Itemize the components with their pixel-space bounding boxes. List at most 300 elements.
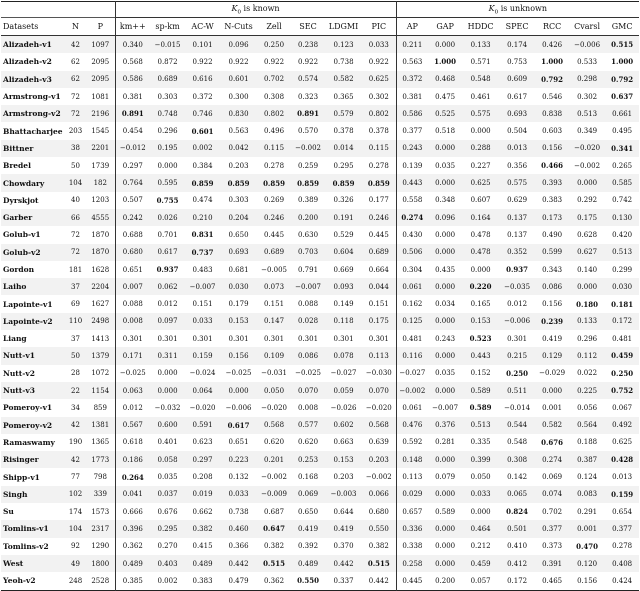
dataset-name: Yeoh-v2 (3, 576, 36, 586)
score-cell: 0.791 (298, 265, 319, 274)
score-cell: 0.301 (157, 334, 178, 343)
column-header: HDDC (462, 18, 499, 36)
score-cell: 0.609 (507, 75, 528, 84)
table-row (1, 278, 639, 295)
score-cell: 0.246 (368, 213, 389, 222)
score-cell: 0.301 (333, 334, 354, 343)
score-cell: 0.164 (470, 213, 491, 222)
score-cell: 0.478 (470, 248, 491, 257)
column-header: km++ (115, 18, 150, 36)
score-cell: 0.802 (264, 109, 285, 118)
table-row (1, 71, 639, 88)
score-cell: 0.352 (507, 248, 528, 257)
score-cell: 0.301 (192, 334, 213, 343)
score-cell: 0.420 (612, 230, 633, 239)
dataset-name: Su (3, 507, 14, 517)
dataset-n: 50 (71, 351, 80, 360)
score-cell: 0.030 (228, 282, 249, 291)
score-cell: 0.030 (612, 282, 633, 291)
score-cell: 0.511 (507, 386, 528, 395)
score-cell: 0.383 (192, 576, 213, 585)
score-cell: −0.025 (225, 369, 252, 378)
score-cell: 0.802 (368, 109, 389, 118)
score-cell: 0.689 (264, 248, 285, 257)
score-cell: 0.424 (612, 576, 633, 585)
score-cell: 0.701 (157, 230, 178, 239)
score-cell: 0.738 (228, 507, 249, 516)
score-cell: 0.278 (368, 161, 389, 170)
score-cell: 0.291 (577, 507, 598, 516)
dataset-n: 104 (68, 524, 83, 533)
score-cell: 0.702 (542, 507, 563, 516)
score-cell: 0.298 (577, 75, 598, 84)
score-cell: 0.348 (435, 196, 456, 205)
score-cell: 0.764 (115, 174, 150, 191)
score-cell: 0.300 (228, 92, 249, 101)
score-cell: 0.002 (157, 576, 178, 585)
score-cell: 0.246 (264, 213, 285, 222)
score-cell: 0.000 (435, 40, 456, 49)
score-cell: 0.083 (577, 490, 598, 499)
dataset-p: 1290 (91, 542, 110, 551)
dataset-name: Armstrong-v2 (3, 109, 61, 119)
dataset-n: 62 (71, 57, 80, 66)
column-header: N-Cuts (220, 18, 257, 36)
dataset-n: 181 (68, 265, 83, 274)
score-cell: 0.479 (228, 576, 249, 585)
table-row (1, 417, 639, 434)
dataset-name: Armstrong-v1 (3, 92, 61, 102)
score-cell: 0.419 (542, 334, 563, 343)
score-cell: 0.669 (333, 265, 354, 274)
score-cell: 0.159 (611, 489, 634, 499)
score-cell: 0.007 (115, 278, 150, 295)
score-cell: 0.000 (435, 386, 456, 395)
table-row (1, 572, 639, 590)
score-cell: 0.215 (507, 351, 528, 360)
dataset-p: 1365 (91, 438, 110, 447)
score-cell: 0.372 (192, 92, 213, 101)
score-cell: 0.515 (263, 559, 285, 569)
score-cell: 0.518 (435, 127, 456, 136)
score-cell: 0.057 (470, 576, 491, 585)
column-header: N (65, 18, 86, 36)
score-cell: 0.548 (507, 438, 528, 447)
column-header: sp-km (150, 18, 185, 36)
score-cell: 0.922 (368, 57, 389, 66)
dataset-name: Bittner (3, 143, 34, 153)
score-cell: 0.088 (115, 295, 150, 312)
dataset-name: Lapointe-v2 (3, 316, 53, 326)
score-cell: 0.647 (263, 524, 285, 534)
score-cell: 0.607 (470, 196, 491, 205)
score-cell: 0.742 (612, 196, 633, 205)
score-cell: 0.243 (435, 334, 456, 343)
score-cell: −0.005 (261, 265, 287, 274)
score-cell: 0.156 (228, 351, 249, 360)
score-cell: −0.029 (539, 369, 566, 378)
table-row (1, 347, 639, 364)
score-cell: −0.031 (261, 369, 287, 378)
score-cell: 0.461 (470, 92, 491, 101)
score-cell: 0.113 (396, 468, 428, 485)
dataset-p: 1203 (91, 196, 110, 205)
score-cell: 0.153 (228, 317, 249, 326)
score-cell: 0.302 (368, 92, 389, 101)
table-row (1, 382, 639, 399)
score-cell: 0.250 (506, 368, 529, 378)
score-cell: 0.033 (192, 317, 213, 326)
score-cell: 0.050 (264, 386, 285, 395)
score-cell: 0.664 (368, 265, 389, 274)
score-cell: 0.515 (367, 559, 390, 569)
score-cell: 0.012 (507, 300, 528, 309)
score-cell: 0.153 (470, 317, 491, 326)
score-cell: 0.223 (228, 455, 249, 464)
score-cell: 0.227 (470, 161, 491, 170)
score-cell: 0.445 (368, 230, 389, 239)
score-cell: 0.035 (157, 473, 178, 482)
score-cell: −0.030 (365, 369, 392, 378)
score-cell: 0.571 (470, 57, 491, 66)
table-row (1, 209, 639, 226)
dataset-n: 190 (68, 438, 83, 447)
table-row (1, 261, 639, 278)
score-cell: 0.589 (469, 403, 492, 413)
dataset-n: 28 (71, 369, 80, 378)
dataset-p: 182 (93, 179, 107, 188)
score-cell: 0.391 (542, 559, 563, 568)
score-cell: 0.115 (264, 144, 285, 153)
score-cell: 0.097 (157, 317, 178, 326)
score-cell: 0.156 (542, 300, 563, 309)
score-cell: −0.025 (295, 369, 321, 378)
score-cell: 0.752 (611, 386, 634, 396)
score-cell: 0.165 (470, 300, 491, 309)
score-cell: 0.225 (577, 386, 598, 395)
score-cell: 0.033 (368, 40, 389, 49)
score-cell: 0.037 (157, 490, 178, 499)
score-cell: 0.824 (506, 507, 529, 517)
score-cell: 0.513 (577, 109, 598, 118)
column-header: GMC (605, 18, 639, 36)
score-cell: 0.000 (435, 524, 456, 533)
score-cell: 0.149 (333, 300, 354, 309)
score-cell: −0.015 (154, 40, 181, 49)
dataset-name: Tomlins-v2 (3, 541, 49, 551)
dataset-name: Liang (3, 334, 27, 344)
dataset-n: 72 (71, 230, 80, 239)
score-cell: 0.586 (115, 71, 150, 88)
score-cell: 0.792 (611, 74, 634, 84)
score-cell: 0.442 (228, 559, 249, 568)
score-cell: 0.033 (228, 490, 249, 499)
score-cell: 0.625 (612, 438, 633, 447)
dataset-p: 1413 (91, 334, 110, 343)
score-cell: 0.203 (333, 473, 354, 482)
score-cell: 0.630 (298, 230, 319, 239)
score-cell: 0.838 (542, 109, 563, 118)
dataset-name: Golub-v2 (3, 247, 41, 257)
dataset-n: 37 (71, 282, 80, 291)
score-cell: 0.415 (192, 542, 213, 551)
table-row (1, 503, 639, 520)
score-cell: 0.001 (577, 524, 598, 533)
score-cell: 0.525 (435, 109, 456, 118)
score-cell: 0.389 (298, 196, 319, 205)
score-cell: 0.088 (298, 300, 319, 309)
dataset-name: Laiho (3, 282, 27, 292)
score-cell: 0.859 (263, 178, 285, 188)
table-row (1, 468, 639, 485)
score-cell: 0.654 (612, 507, 633, 516)
score-cell: 0.296 (157, 127, 178, 136)
score-cell: 0.058 (157, 455, 178, 464)
score-cell: 0.101 (192, 40, 213, 49)
score-cell: 0.179 (228, 300, 249, 309)
score-cell: 0.657 (396, 503, 428, 520)
score-cell: 0.430 (396, 226, 428, 243)
dataset-n: 248 (68, 576, 83, 585)
dataset-n: 110 (68, 317, 83, 326)
dataset-p: 2196 (91, 109, 110, 118)
score-cell: 0.481 (396, 330, 428, 347)
score-cell: 0.129 (542, 351, 563, 360)
score-cell: 0.676 (157, 507, 178, 516)
score-cell: 1.000 (541, 57, 564, 67)
score-cell: 0.381 (396, 88, 428, 105)
dataset-name: Pomeroy-v1 (3, 403, 53, 413)
score-cell: 0.295 (333, 161, 354, 170)
score-cell: 0.378 (333, 127, 354, 136)
score-cell: 0.201 (264, 455, 285, 464)
score-cell: 0.601 (228, 75, 249, 84)
dataset-p: 2095 (91, 75, 110, 84)
score-cell: 0.139 (396, 157, 428, 174)
score-cell: 0.270 (157, 542, 178, 551)
dataset-n: 42 (71, 40, 80, 49)
score-cell: 0.069 (542, 473, 563, 482)
score-cell: 0.109 (264, 351, 285, 360)
dataset-p: 1800 (91, 559, 110, 568)
dataset-p: 1072 (91, 369, 110, 378)
score-cell: 0.544 (507, 421, 528, 430)
score-cell: 0.575 (470, 109, 491, 118)
table-row (1, 226, 639, 243)
score-cell: 0.492 (612, 421, 633, 430)
score-cell: 0.029 (396, 486, 428, 503)
dataset-n: 50 (71, 161, 80, 170)
score-cell: 0.625 (368, 75, 389, 84)
score-cell: 0.065 (507, 490, 528, 499)
score-cell: 0.666 (115, 503, 150, 520)
column-header: Cvarsl (569, 18, 605, 36)
dataset-n: 38 (71, 144, 80, 153)
column-header: P (86, 18, 115, 36)
score-cell: 0.292 (577, 196, 598, 205)
dataset-p: 2498 (91, 317, 110, 326)
score-cell: 0.061 (396, 399, 428, 416)
score-cell: 0.186 (115, 451, 150, 468)
score-cell: 0.156 (577, 576, 598, 585)
score-cell: 0.489 (115, 555, 150, 572)
score-cell: 0.278 (612, 542, 633, 551)
score-cell: 0.172 (612, 317, 633, 326)
score-cell: 0.617 (507, 92, 528, 101)
column-header: SEC (291, 18, 325, 36)
score-cell: 0.637 (611, 92, 634, 102)
table-row (1, 295, 639, 312)
score-cell: 0.891 (297, 109, 319, 119)
score-cell: 0.301 (115, 330, 150, 347)
score-cell: 0.746 (192, 109, 213, 118)
dataset-name: Risinger (3, 455, 39, 465)
score-cell: 0.116 (396, 347, 428, 364)
score-cell: 0.070 (368, 386, 389, 395)
score-cell: 0.174 (507, 40, 528, 49)
score-cell: 0.595 (157, 179, 178, 188)
score-cell: 0.620 (298, 438, 319, 447)
score-cell: 0.153 (333, 455, 354, 464)
score-cell: 0.340 (115, 36, 150, 54)
score-cell: −0.027 (396, 365, 428, 382)
score-cell: 0.628 (577, 230, 598, 239)
score-cell: −0.006 (225, 403, 252, 412)
table-row (1, 313, 639, 330)
score-cell: 0.563 (396, 53, 428, 70)
score-cell: 0.336 (396, 520, 428, 537)
score-cell: 0.203 (368, 455, 389, 464)
score-cell: 0.435 (435, 265, 456, 274)
score-cell: 0.000 (228, 386, 249, 395)
group-header-row (1, 2, 639, 18)
score-cell: 0.481 (612, 334, 633, 343)
score-cell: 0.558 (396, 192, 428, 209)
score-cell: 0.269 (264, 196, 285, 205)
score-cell: 0.062 (157, 282, 178, 291)
score-cell: 0.533 (577, 57, 598, 66)
score-cell: 0.152 (470, 369, 491, 378)
score-cell: 0.382 (264, 542, 285, 551)
score-cell: 0.365 (333, 92, 354, 101)
score-cell: 0.567 (115, 417, 150, 434)
dataset-n: 37 (71, 334, 80, 343)
score-cell: 0.373 (542, 542, 563, 551)
score-cell: 0.372 (396, 71, 428, 88)
dataset-name: Golub-v1 (3, 230, 41, 240)
score-cell: 0.033 (470, 490, 491, 499)
score-cell: 0.443 (470, 351, 491, 360)
column-header: GAP (428, 18, 462, 36)
score-cell: 0.513 (470, 421, 491, 430)
score-cell: 0.162 (396, 295, 428, 312)
score-cell: 0.308 (507, 455, 528, 464)
score-cell: 0.589 (470, 386, 491, 395)
score-cell: −0.002 (365, 473, 392, 482)
score-cell: 0.278 (264, 161, 285, 170)
results-table-wrapper (1, 1, 639, 586)
table-row (1, 520, 639, 537)
score-cell: 0.028 (298, 317, 319, 326)
score-cell: 0.259 (298, 161, 319, 170)
score-cell: 0.148 (396, 451, 428, 468)
dataset-p: 1545 (91, 127, 110, 136)
dataset-n: 42 (71, 421, 80, 430)
score-cell: 0.620 (264, 438, 285, 447)
score-cell: 0.147 (264, 317, 285, 326)
score-cell: 0.412 (507, 559, 528, 568)
score-cell: 0.208 (192, 473, 213, 482)
score-cell: 0.288 (470, 144, 491, 153)
score-cell: 0.137 (507, 230, 528, 239)
score-cell: 0.370 (333, 542, 354, 551)
score-cell: −0.020 (574, 144, 601, 153)
score-cell: 0.130 (612, 213, 633, 222)
score-cell: 0.589 (435, 507, 456, 516)
dataset-name: Alizadeh-v2 (3, 57, 52, 67)
score-cell: 0.042 (228, 144, 249, 153)
score-cell: 0.064 (192, 386, 213, 395)
score-cell: 0.281 (435, 438, 456, 447)
column-header: SPEC (499, 18, 535, 36)
score-cell: 0.830 (228, 109, 249, 118)
score-cell: 0.442 (368, 576, 389, 585)
score-cell: 0.096 (435, 213, 456, 222)
score-cell: 0.059 (333, 386, 354, 395)
score-cell: 0.035 (435, 161, 456, 170)
group-known-header: $K_0$ is known (115, 2, 396, 18)
score-cell: −0.002 (261, 473, 287, 482)
score-cell: 0.568 (264, 421, 285, 430)
dataset-name: Gordon (3, 265, 35, 274)
score-cell: 0.937 (506, 265, 529, 274)
dataset-p: 2204 (91, 282, 110, 291)
score-cell: 0.066 (368, 490, 389, 499)
score-cell: 0.401 (157, 438, 178, 447)
score-cell: 0.258 (396, 555, 428, 572)
score-cell: 0.600 (157, 421, 178, 430)
score-cell: 0.008 (298, 403, 319, 412)
score-cell: 0.172 (507, 576, 528, 585)
score-cell: 0.629 (507, 196, 528, 205)
score-cell: 0.243 (396, 140, 428, 157)
score-cell: 0.859 (191, 178, 214, 188)
score-cell: 0.000 (435, 282, 456, 291)
score-cell: 0.297 (192, 455, 213, 464)
score-cell: −0.026 (330, 403, 357, 412)
table-row (1, 122, 639, 139)
dataset-name: Pomeroy-v2 (3, 420, 53, 430)
score-cell: 0.623 (192, 438, 213, 447)
score-cell: 0.586 (396, 105, 428, 122)
score-cell: 0.523 (469, 334, 492, 344)
score-cell: 0.151 (264, 300, 285, 309)
score-cell: 0.366 (228, 542, 249, 551)
score-cell: 0.019 (192, 490, 213, 499)
score-cell: 0.627 (577, 248, 598, 257)
score-cell: 0.459 (470, 559, 491, 568)
score-cell: 0.872 (157, 57, 178, 66)
dataset-p: 1154 (91, 386, 110, 395)
score-cell: 0.239 (541, 316, 564, 326)
score-cell: 0.592 (396, 434, 428, 451)
score-cell: 0.000 (435, 351, 456, 360)
score-cell: 0.175 (368, 317, 389, 326)
score-cell: 0.748 (157, 109, 178, 118)
dataset-name: Chowdary (3, 178, 45, 188)
score-cell: 0.297 (115, 157, 150, 174)
table-body (1, 36, 639, 591)
